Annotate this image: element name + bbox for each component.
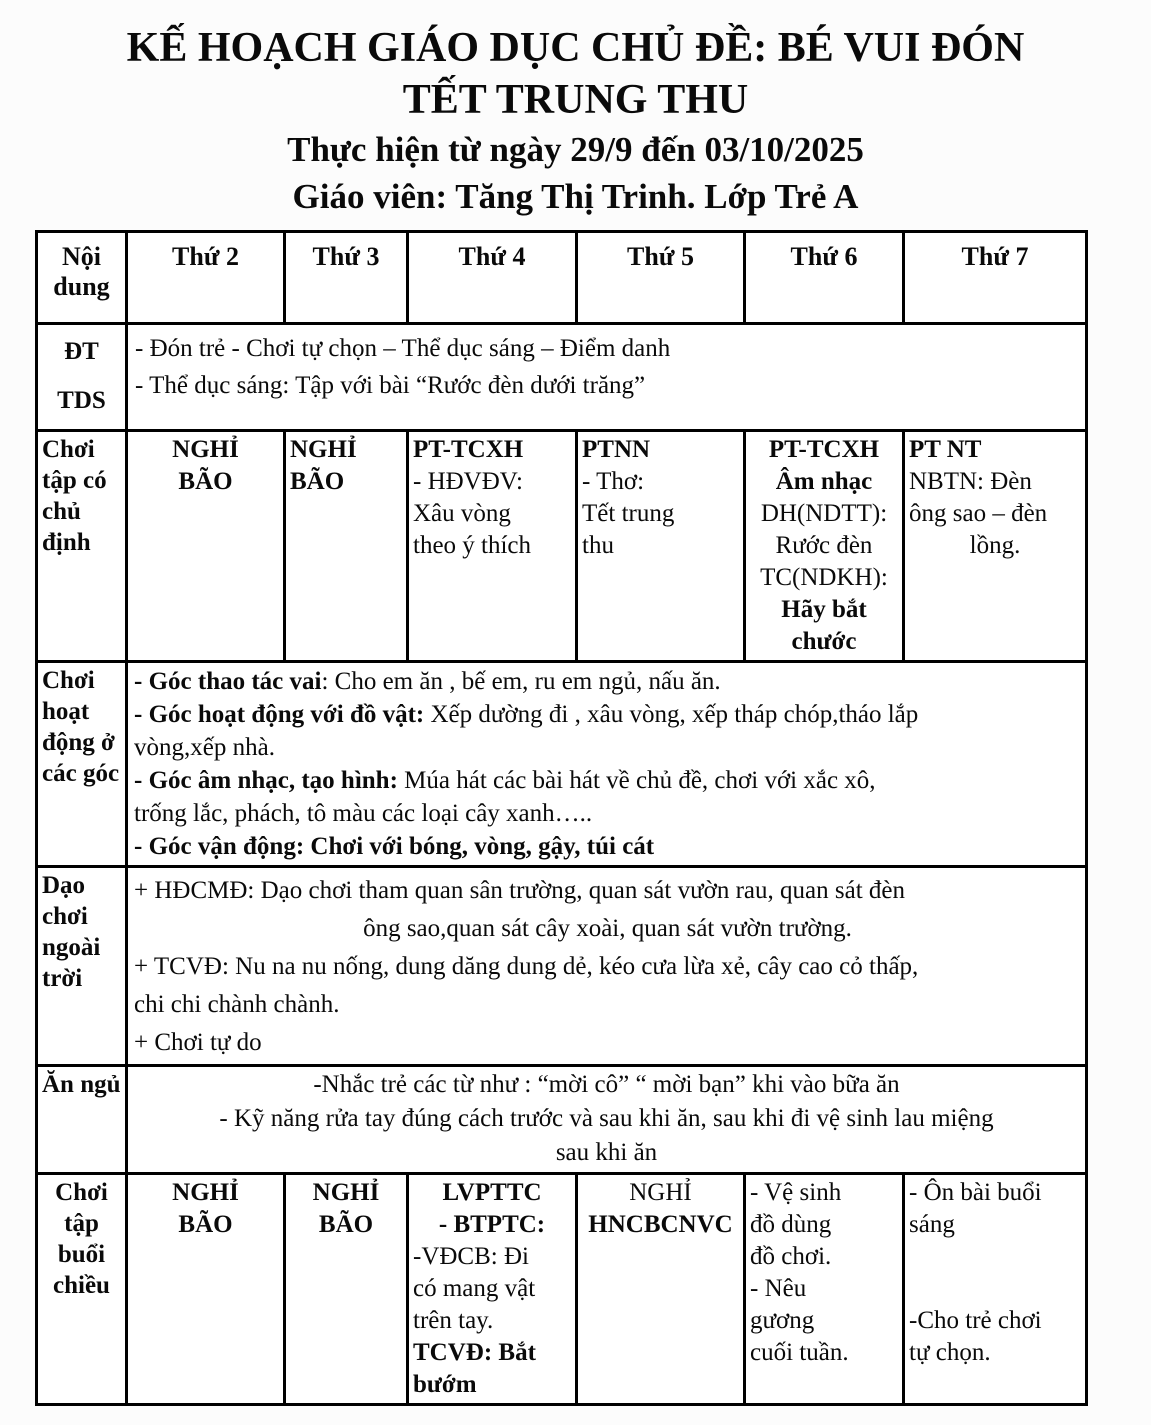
cell-choi-tap-chieu-thu-5-text: NGHỈ: [629, 1179, 692, 1206]
cell-choi-tap-chu-dinh-thu-4-line-1: [413, 466, 571, 498]
cell-choi-tap-chu-dinh-thu-2-line-0: [132, 434, 279, 466]
cell-choi-tap-chieu-thu-4-text: -VĐCB: Đi: [413, 1243, 529, 1270]
cell-choi-tap-chieu-thu-7-line-0: [909, 1177, 1081, 1209]
row-goc: [37, 662, 1087, 867]
cell-choi-tap-chieu-thu-4-line-3: [413, 1273, 571, 1305]
cell-dt-tds-all-week-line-0: [135, 330, 1081, 367]
cell-choi-tap-chieu-thu-2: [127, 1174, 285, 1405]
row-label-choi-tap-chu-dinh-line-0: Chơi tập có chủ định: [42, 436, 107, 556]
plan-table-body: [37, 324, 1087, 1405]
cell-choi-tap-chu-dinh-thu-3-line-0: [290, 434, 402, 466]
cell-choi-tap-chieu-thu-5-line-1: [582, 1209, 739, 1241]
cell-choi-tap-chu-dinh-thu-5-text: thu: [582, 532, 614, 559]
cell-choi-tap-chu-dinh-thu-7-line-2: [909, 498, 1081, 530]
cell-choi-tap-chieu-thu-3-line-0: [290, 1177, 402, 1209]
row-label-goc-line-0: Chơi hoạt động ở các góc: [42, 667, 120, 787]
cell-choi-tap-chieu-thu-2-text: NGHỈ: [172, 1179, 239, 1206]
row-choi-tap-chu-dinh: [37, 431, 1087, 662]
header-cell-thu-6: Thứ 6: [745, 232, 904, 324]
header-cell-noi-dung: Nội dung: [37, 232, 127, 324]
cell-goc-all-week-line-0: [134, 665, 1081, 698]
cell-choi-tap-chu-dinh-thu-6-text: DH(NDTT):: [760, 500, 888, 527]
cell-goc-all-week-line-5: [134, 830, 1081, 863]
cell-dt-tds-all-week: [127, 324, 1087, 431]
cell-dao-choi-all-week-line-4: [134, 1024, 1081, 1062]
row-label-choi-tap-chu-dinh: [37, 431, 127, 662]
cell-choi-tap-chu-dinh-thu-4-line-3: [413, 530, 571, 562]
cell-an-ngu-all-week: [127, 1066, 1087, 1174]
cell-choi-tap-chieu-thu-7-text: sáng: [909, 1211, 955, 1238]
cell-choi-tap-chieu-thu-6-text: - Nêu: [750, 1275, 807, 1302]
cell-dao-choi-all-week-line-2: [134, 948, 1081, 986]
cell-choi-tap-chieu-thu-4-line-5: [413, 1337, 571, 1369]
cell-choi-tap-chieu-thu-2-text: BÃO: [178, 1211, 233, 1238]
cell-choi-tap-chu-dinh-thu-6-text: Hãy bắt: [781, 596, 867, 623]
cell-choi-tap-chieu-thu-5-text: HNCBCNVC: [588, 1211, 733, 1238]
cell-choi-tap-chieu-thu-6-text: đồ chơi.: [750, 1243, 832, 1270]
row-choi-tap-chieu: [37, 1174, 1087, 1405]
cell-choi-tap-chieu-thu-4-line-2: [413, 1241, 571, 1273]
cell-goc-all-week-text: : Cho em ăn , bế em, ru em ngủ, nấu ăn.: [321, 668, 721, 695]
cell-choi-tap-chieu-thu-6-text: cuối tuần.: [750, 1339, 849, 1366]
cell-goc-all-week-line-2: [134, 731, 1081, 764]
cell-choi-tap-chu-dinh-thu-6-text: TC(NDKH):: [760, 564, 888, 591]
cell-choi-tap-chieu-thu-4-text: LVPTTC: [442, 1179, 542, 1206]
cell-an-ngu-all-week-line-1: [132, 1102, 1081, 1136]
schedule-dates: Thực hiện từ ngày 29/9 đến 03/10/2025: [287, 130, 864, 169]
cell-choi-tap-chieu-thu-2-line-1: [132, 1209, 279, 1241]
cell-choi-tap-chu-dinh-thu-6-line-3: [750, 530, 898, 562]
cell-choi-tap-chu-dinh-thu-6-text: PT-TCXH: [768, 436, 880, 463]
cell-choi-tap-chu-dinh-thu-3-text: BÃO: [290, 468, 345, 495]
cell-choi-tap-chu-dinh-thu-5: [577, 431, 745, 662]
cell-choi-tap-chu-dinh-thu-2-line-1: [132, 466, 279, 498]
cell-goc-all-week-line-1: [134, 698, 1081, 731]
cell-choi-tap-chu-dinh-thu-4-text: PT-TCXH: [413, 436, 524, 463]
header-cell-thu-4: Thứ 4: [408, 232, 577, 324]
cell-choi-tap-chu-dinh-thu-3-text: NGHỈ: [290, 436, 357, 463]
cell-choi-tap-chu-dinh-thu-2-text: NGHỈ: [172, 436, 239, 463]
cell-choi-tap-chu-dinh-thu-7-line-1: [909, 466, 1081, 498]
header-cell-thu-2: Thứ 2: [127, 232, 285, 324]
cell-choi-tap-chu-dinh-thu-4: [408, 431, 577, 662]
cell-choi-tap-chu-dinh-thu-2: [127, 431, 285, 662]
cell-choi-tap-chieu-thu-7-line-1: [909, 1209, 1081, 1241]
cell-choi-tap-chieu-thu-6-line-0: [750, 1177, 898, 1209]
cell-dao-choi-all-week-line-0: [134, 872, 1081, 910]
cell-choi-tap-chu-dinh-thu-7-line-0: [909, 434, 1081, 466]
cell-choi-tap-chieu-thu-7-line-3: [909, 1273, 1081, 1305]
cell-choi-tap-chieu-thu-7-text: tự chọn.: [909, 1339, 991, 1366]
cell-choi-tap-chu-dinh-thu-5-text: Tết trung: [582, 500, 675, 527]
cell-an-ngu-all-week-text: -Nhắc trẻ các từ như : “mời cô” “ mời bạn” khi vào bữa ăn: [313, 1071, 900, 1098]
cell-goc-all-week-line-4: [134, 797, 1081, 830]
cell-choi-tap-chieu-thu-2-line-0: [132, 1177, 279, 1209]
cell-dt-tds-all-week-text: - Đón trẻ - Chơi tự chọn – Thể dục sáng – Điểm danh: [135, 335, 671, 362]
cell-dao-choi-all-week-text: + Chơi tự do: [134, 1029, 262, 1056]
cell-choi-tap-chieu-thu-7-text: -Cho trẻ chơi: [909, 1307, 1042, 1334]
cell-dt-tds-all-week-text: - Thể dục sáng: Tập với bài “Rước đèn dưới trăng”: [135, 372, 646, 399]
cell-choi-tap-chu-dinh-thu-4-text: theo ý thích: [413, 532, 532, 559]
cell-choi-tap-chieu-thu-5: [577, 1174, 745, 1405]
cell-choi-tap-chu-dinh-thu-6-line-5: [750, 594, 898, 626]
cell-choi-tap-chu-dinh-thu-5-text: PTNN: [582, 436, 651, 463]
cell-choi-tap-chu-dinh-thu-3-line-1: [290, 466, 402, 498]
cell-choi-tap-chu-dinh-thu-2-text: BÃO: [178, 468, 233, 495]
row-label-an-ngu: [37, 1066, 127, 1174]
weekly-plan-table: [35, 230, 1088, 1406]
cell-choi-tap-chu-dinh-thu-6-line-6: [750, 626, 898, 658]
cell-choi-tap-chieu-thu-7-line-4: [909, 1305, 1081, 1337]
cell-choi-tap-chu-dinh-thu-6-text: Âm nhạc: [775, 468, 873, 495]
cell-choi-tap-chu-dinh-thu-3: [285, 431, 408, 662]
cell-choi-tap-chieu-thu-4-text: trên tay.: [413, 1307, 494, 1334]
cell-choi-tap-chieu-thu-4: [408, 1174, 577, 1405]
cell-dt-tds-all-week-line-1: [135, 367, 1081, 404]
row-label-dt-tds-line-1: TDS: [57, 387, 106, 414]
row-label-dt-tds: [37, 324, 127, 431]
cell-goc-all-week-text: - Góc vận động: Chơi với bóng, vòng, gậy, túi cát: [134, 833, 655, 860]
row-label-choi-tap-chieu: [37, 1174, 127, 1405]
header-cell-thu-5: Thứ 5: [577, 232, 745, 324]
cell-choi-tap-chu-dinh-thu-5-line-3: [582, 530, 739, 562]
cell-goc-all-week-text: vòng,xếp nhà.: [134, 734, 275, 761]
teacher-class-info: Giáo viên: Tăng Thị Trinh. Lớp Trẻ A: [292, 177, 859, 216]
cell-choi-tap-chu-dinh-thu-4-line-0: [413, 434, 571, 466]
row-label-choi-tap-chieu-line-0: Chơi tập buổi chiều: [53, 1179, 110, 1299]
plan-table-header: [37, 232, 1087, 324]
cell-choi-tap-chu-dinh-thu-7-text: PT NT: [909, 436, 982, 463]
cell-choi-tap-chu-dinh-thu-7-text: lồng.: [969, 532, 1021, 559]
cell-choi-tap-chu-dinh-thu-6: [745, 431, 904, 662]
cell-choi-tap-chu-dinh-thu-4-text: Xâu vòng: [413, 500, 511, 527]
cell-choi-tap-chu-dinh-thu-6-text: chước: [791, 628, 857, 655]
cell-dao-choi-all-week-text: ông sao,quan sát cây xoài, quan sát vườn trường.: [363, 915, 852, 942]
cell-choi-tap-chieu-thu-4-text: TCVĐ: Bắt: [413, 1339, 536, 1366]
cell-choi-tap-chu-dinh-thu-7-text: NBTN: Đèn: [909, 468, 1032, 495]
cell-an-ngu-all-week-text: sau khi ăn: [555, 1139, 658, 1166]
cell-choi-tap-chu-dinh-thu-6-line-1: [750, 466, 898, 498]
cell-choi-tap-chieu-thu-7-text: - Ôn bài buổi: [909, 1179, 1042, 1206]
cell-choi-tap-chu-dinh-thu-4-text: - HĐVĐV:: [413, 468, 523, 495]
cell-choi-tap-chieu-thu-6-line-1: [750, 1209, 898, 1241]
cell-choi-tap-chu-dinh-thu-5-text: - Thơ:: [582, 468, 645, 495]
cell-choi-tap-chieu-thu-6-line-5: [750, 1337, 898, 1369]
cell-choi-tap-chieu-thu-4-line-0: [413, 1177, 571, 1209]
cell-choi-tap-chieu-thu-3-text: BÃO: [318, 1211, 374, 1238]
page-title-line-2: TẾT TRUNG THU: [402, 77, 749, 123]
cell-choi-tap-chu-dinh-thu-7: [904, 431, 1087, 662]
cell-choi-tap-chieu-thu-6: [745, 1174, 904, 1405]
row-dao-choi: [37, 867, 1087, 1066]
cell-dao-choi-all-week-text: + TCVĐ: Nu na nu nống, dung dăng dung dẻ, kéo cưa lừa xẻ, cây cao cỏ thấp,: [134, 953, 919, 980]
cell-goc-all-week-text: trống lắc, phách, tô màu các loại cây xanh…..: [134, 800, 593, 827]
cell-choi-tap-chieu-thu-4-line-6: [413, 1369, 571, 1401]
cell-goc-all-week: [127, 662, 1087, 867]
page-title-line-1: KẾ HOẠCH GIÁO DỤC CHỦ ĐỀ: BÉ VUI ĐÓN: [126, 25, 1025, 71]
header-cell-thu-3: Thứ 3: [285, 232, 408, 324]
cell-choi-tap-chieu-thu-7-line-5: [909, 1337, 1081, 1369]
cell-choi-tap-chieu-thu-6-text: gương: [750, 1307, 815, 1334]
cell-choi-tap-chieu-thu-6-text: - Vệ sinh: [750, 1179, 842, 1206]
cell-an-ngu-all-week-line-0: [132, 1068, 1081, 1102]
row-dt-tds: [37, 324, 1087, 431]
header-row: [37, 232, 1087, 324]
cell-choi-tap-chu-dinh-thu-7-text: ông sao – đèn: [909, 500, 1048, 527]
cell-choi-tap-chu-dinh-thu-5-line-2: [582, 498, 739, 530]
cell-choi-tap-chu-dinh-thu-4-line-2: [413, 498, 571, 530]
cell-goc-all-week-text: - Góc hoạt động với đồ vật:: [134, 701, 431, 728]
cell-choi-tap-chieu-thu-3-text: NGHỈ: [312, 1179, 380, 1206]
cell-an-ngu-all-week-text: - Kỹ năng rửa tay đúng cách trước và sau khi ăn, sau khi đi vệ sinh lau miệng: [219, 1105, 994, 1132]
cell-choi-tap-chieu-thu-4-line-4: [413, 1305, 571, 1337]
cell-choi-tap-chieu-thu-5-line-0: [582, 1177, 739, 1209]
cell-choi-tap-chieu-thu-4-text: - BTPTC:: [438, 1211, 546, 1238]
cell-choi-tap-chieu-thu-6-line-3: [750, 1273, 898, 1305]
cell-choi-tap-chieu-thu-6-line-2: [750, 1241, 898, 1273]
row-label-goc: [37, 662, 127, 867]
cell-choi-tap-chu-dinh-thu-6-line-2: [750, 498, 898, 530]
row-label-dao-choi: [37, 867, 127, 1066]
cell-choi-tap-chu-dinh-thu-5-line-1: [582, 466, 739, 498]
row-an-ngu: [37, 1066, 1087, 1174]
document-header: [0, 22, 1151, 220]
cell-choi-tap-chieu-thu-3: [285, 1174, 408, 1405]
cell-dao-choi-all-week-text: chi chi chành chành.: [134, 991, 340, 1018]
cell-dao-choi-all-week-text: + HĐCMĐ: Dạo chơi tham quan sân trường, quan sát vườn rau, quan sát đèn: [134, 877, 905, 904]
cell-choi-tap-chieu-thu-6-text: đồ dùng: [750, 1211, 832, 1238]
row-label-an-ngu-line-0: Ăn ngủ: [42, 1071, 121, 1098]
cell-goc-all-week-text: - Góc âm nhạc, tạo hình:: [134, 767, 405, 794]
cell-choi-tap-chu-dinh-thu-6-text: Rước đèn: [775, 532, 873, 559]
cell-goc-all-week-text: Múa hát các bài hát về chủ đề, chơi với xắc xô,: [404, 767, 876, 794]
cell-choi-tap-chieu-thu-4-text: bướm: [413, 1371, 477, 1398]
row-label-dt-tds-line-0: ĐT: [64, 338, 99, 365]
cell-choi-tap-chu-dinh-thu-6-line-0: [750, 434, 898, 466]
row-label-dao-choi-line-0: Dạo chơi ngoài trời: [42, 872, 101, 992]
cell-goc-all-week-text: - Góc thao tác vai: [134, 668, 322, 695]
cell-goc-all-week-text: Xếp dường đi , xâu vòng, xếp tháp chóp,tháo lắp: [430, 701, 919, 728]
cell-dao-choi-all-week-line-1: [134, 910, 1081, 948]
cell-choi-tap-chieu-thu-3-line-1: [290, 1209, 402, 1241]
cell-goc-all-week-line-3: [134, 764, 1081, 797]
cell-choi-tap-chieu-thu-4-text: có mang vật: [413, 1275, 536, 1302]
cell-choi-tap-chu-dinh-thu-5-line-0: [582, 434, 739, 466]
cell-choi-tap-chu-dinh-thu-7-line-3: [909, 530, 1081, 562]
cell-choi-tap-chieu-thu-7-line-2: [909, 1241, 1081, 1273]
cell-choi-tap-chieu-thu-4-line-1: [413, 1209, 571, 1241]
cell-dao-choi-all-week-line-3: [134, 986, 1081, 1024]
cell-choi-tap-chu-dinh-thu-6-line-4: [750, 562, 898, 594]
cell-an-ngu-all-week-line-2: [132, 1136, 1081, 1170]
cell-choi-tap-chieu-thu-6-line-4: [750, 1305, 898, 1337]
header-cell-thu-7: Thứ 7: [904, 232, 1087, 324]
cell-dao-choi-all-week: [127, 867, 1087, 1066]
cell-choi-tap-chieu-thu-7: [904, 1174, 1087, 1405]
